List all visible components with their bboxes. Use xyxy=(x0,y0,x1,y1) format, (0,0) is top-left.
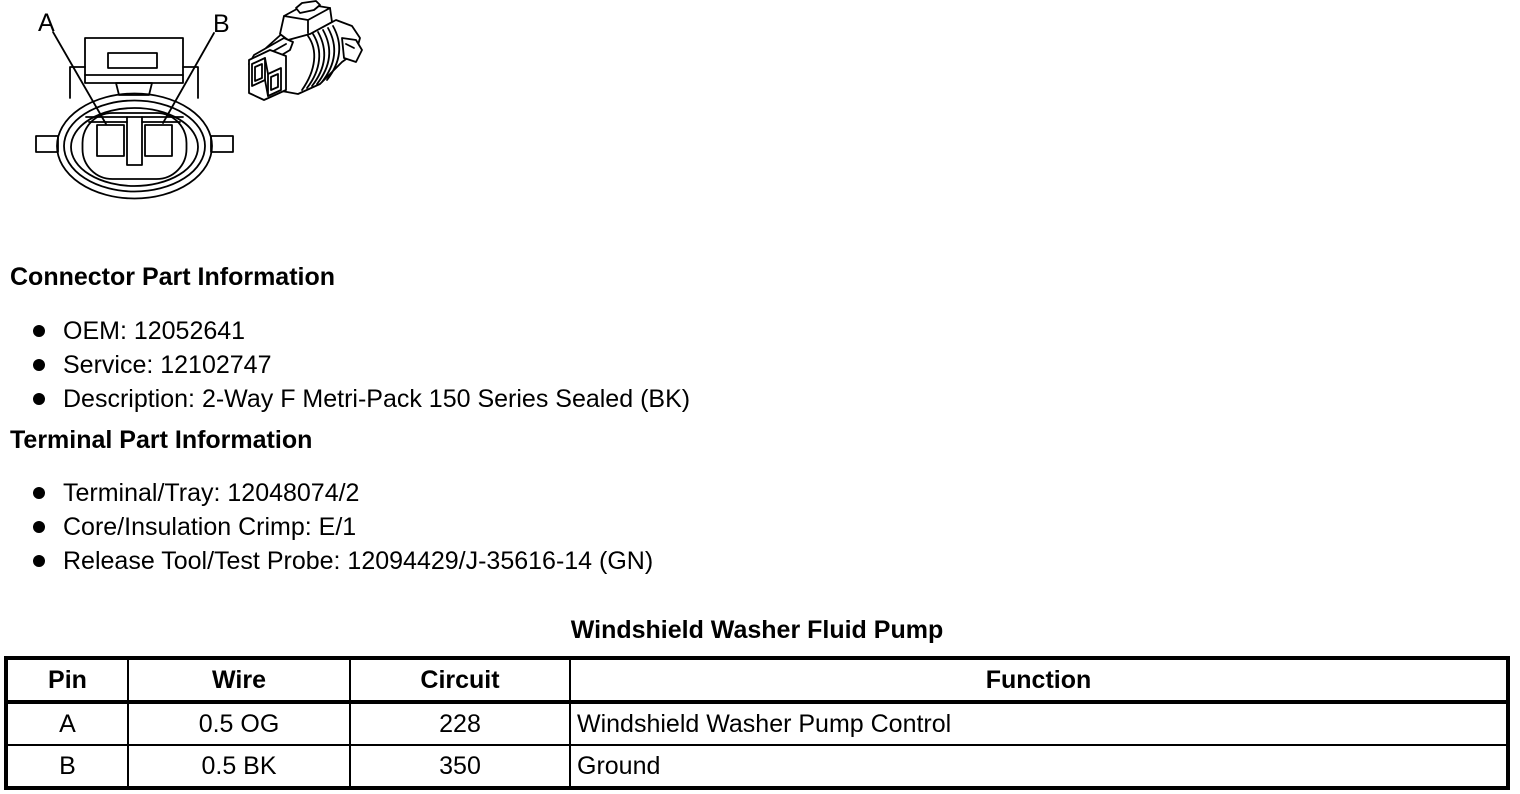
bullet-icon xyxy=(33,521,45,533)
cavity-a xyxy=(97,125,124,156)
list-item-text: Terminal/Tray: 12048074/2 xyxy=(63,479,360,507)
list-item xyxy=(0,314,690,348)
list-item-text: Core/Insulation Crimp: E/1 xyxy=(63,513,357,541)
cell-pin: A xyxy=(6,702,128,745)
table-header-row xyxy=(6,658,1508,702)
list-item xyxy=(0,382,690,416)
list-item-text: OEM: 12052641 xyxy=(63,317,246,345)
cell-wire: 0.5 OG xyxy=(128,702,350,745)
pin-b-label: B xyxy=(213,10,230,38)
connector-part-info-list xyxy=(0,314,690,416)
table-row xyxy=(6,745,1508,788)
col-header-wire: Wire xyxy=(128,658,350,702)
col-header-pin: Pin xyxy=(6,658,128,702)
list-item xyxy=(0,348,690,382)
pinout-table xyxy=(4,656,1510,790)
list-item xyxy=(0,544,653,578)
list-item-text: Release Tool/Test Probe: 12094429/J-35616-14 (GN) xyxy=(63,547,654,575)
cell-circuit: 228 xyxy=(350,702,570,745)
bullet-icon xyxy=(33,359,45,371)
list-item xyxy=(0,510,653,544)
connector-part-info-heading: Connector Part Information xyxy=(10,263,336,291)
list-item-text: Service: 12102747 xyxy=(63,351,272,379)
col-header-function: Function xyxy=(570,658,1508,702)
table-row xyxy=(6,702,1508,745)
pin-a-label: A xyxy=(38,9,55,37)
terminal-part-info-list xyxy=(0,476,653,578)
bullet-icon xyxy=(33,393,45,405)
cell-circuit: 350 xyxy=(350,745,570,788)
table-title: Windshield Washer Fluid Pump xyxy=(570,616,944,644)
terminal-part-info-heading: Terminal Part Information xyxy=(10,426,313,454)
bullet-icon xyxy=(33,555,45,567)
bullet-icon xyxy=(33,325,45,337)
list-item xyxy=(0,476,653,510)
cell-pin: B xyxy=(6,745,128,788)
connector-diagram xyxy=(0,0,390,215)
cell-function: Windshield Washer Pump Control xyxy=(570,702,1508,745)
list-item-text: Description: 2-Way F Metri-Pack 150 Series Sealed (BK) xyxy=(63,385,691,413)
col-header-circuit: Circuit xyxy=(350,658,570,702)
cavity-b xyxy=(145,125,172,156)
cell-function: Ground xyxy=(570,745,1508,788)
bullet-icon xyxy=(33,487,45,499)
connector-front-view xyxy=(36,32,233,199)
connector-side-view xyxy=(249,1,362,100)
cell-wire: 0.5 BK xyxy=(128,745,350,788)
